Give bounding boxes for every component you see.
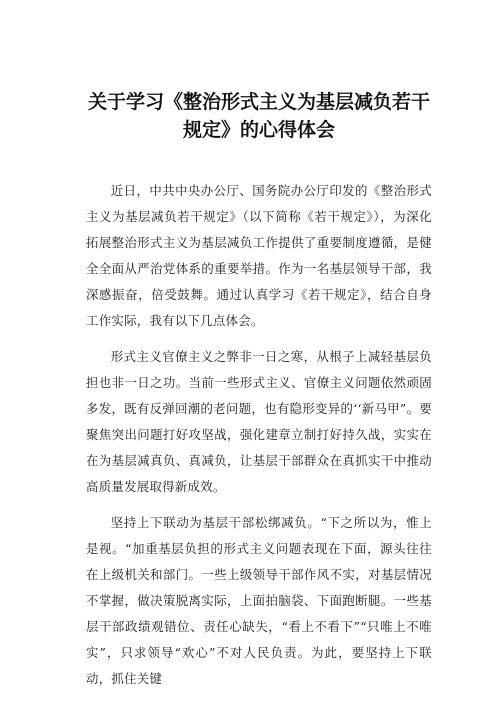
document-body [86,178,432,692]
title-line-1: 关于学习《整治形式主义为基层减负若干 [87,91,430,113]
paragraph-3: 坚持上下联动为基层干部松绑减负。“下之所以为，惟上是视。“加重基层负担的形式主义问题表现在下面，源头往往在上级机关和部门。一些上级领导干部作风不实，对基层情况不掌握，做决策脱离实际，上面拍脑袋、下面跑断腿。一些基层干部政绩观错位、责任心缺失，“看上不看下”“只唯上不唯实”，只求领导“欢心”不对人民负责。为此，要坚持上下联动，抓住关键 [86,515,432,686]
title-line-2: 规定》的心得体会 [182,119,335,141]
paragraph-2: 形式主义官僚主义之弊非一日之寒，从根子上减轻基层负担也非一日之功。当前一些形式主义、官僚主义问题依然顽固多发，既有反弹回潮的老问题，也有隐形变异的‘‘新马甲”。要聚焦突出问题打好攻坚战，强化建章立制打好持久战，实实在在为基层减真负、真减负，让基层干部群众在真抓实干中推动高质量发展取得新成效。 [86,349,432,494]
document-title [86,88,432,144]
paragraph-1: 近日，中共中央办公厅、国务院办公厅印发的《整治形式主义为基层减负若干规定》（以下简称《若干规定》），为深化拓展整治形式主义为基层减负工作提供了重要制度遵循，是健全全面从严治党体系的重要举措。作为一名基层领导干部，我深感振奋，倍受鼓舞。通过认真学习《若干规定》，结合自身工作实际，我有以下几点体会。 [86,183,432,328]
